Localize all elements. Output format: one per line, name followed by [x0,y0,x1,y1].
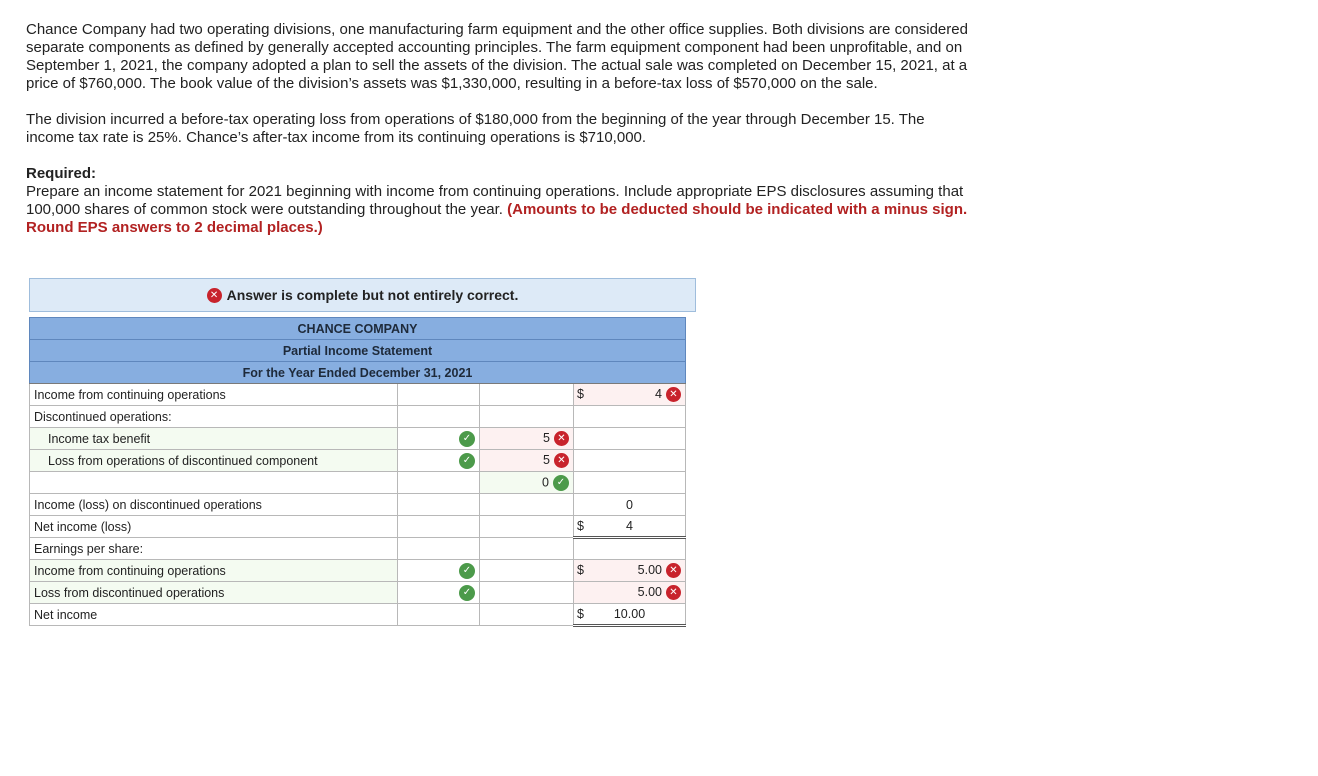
dollar-sign: $ [577,387,584,401]
row-label[interactable]: Net income (loss) [30,516,398,538]
total-cell [574,406,686,428]
row-label[interactable]: Loss from discontinued operations [30,582,398,604]
total-value[interactable]: 0 [626,497,633,512]
amount-cell[interactable] [480,428,574,450]
check-circle-icon: ✓ [459,453,475,469]
check-circle-icon: ✓ [553,475,569,491]
total-cell [574,472,686,494]
table-row [30,538,686,560]
required-heading: Required: [26,165,97,182]
check-circle-icon: ✓ [459,585,475,601]
check-cell [398,538,480,560]
check-cell [398,406,480,428]
amount-cell[interactable] [480,472,574,494]
amount-value[interactable]: 0 [542,474,549,489]
amount-cell [480,560,574,582]
statement-header-company [30,318,686,340]
total-value[interactable]: 5.00 [637,584,662,599]
amount-cell [480,516,574,538]
income-statement-table [29,317,686,627]
answer-status-banner [29,278,696,312]
dollar-sign: $ [577,563,584,577]
total-cell[interactable] [574,494,686,516]
row-label[interactable]: Net income [30,604,398,626]
amount-value[interactable]: 5 [543,430,550,445]
amount-cell [480,538,574,560]
check-cell [398,428,480,450]
x-circle-icon: ✕ [666,387,681,402]
table-row [30,406,686,428]
total-cell[interactable] [574,384,686,406]
dollar-sign: $ [577,607,584,621]
check-cell [398,384,480,406]
table-row [30,494,686,516]
x-circle-icon: ✕ [666,563,681,578]
total-cell[interactable] [574,604,686,626]
check-cell [398,516,480,538]
x-circle-icon: ✕ [666,585,681,600]
statement-header-title [30,340,686,362]
amount-cell[interactable] [480,384,574,406]
table-row [30,560,686,582]
statement-title: Partial Income Statement [30,340,686,362]
check-cell [398,472,480,494]
required-text: Prepare an income statement for 2021 beginning with income from continuing operations. Include appropriate EPS disclosures assuming that 100,000 shares of common stock were outstanding throughout the year. [26,183,964,218]
total-cell [574,450,686,472]
table-row [30,472,686,494]
row-label[interactable]: Income from continuing operations [30,560,398,582]
company-name: CHANCE COMPANY [30,318,686,340]
total-cell[interactable] [574,582,686,604]
table-row [30,582,686,604]
row-label[interactable]: Income tax benefit [30,428,398,450]
table-row [30,428,686,450]
x-circle-icon: ✕ [554,431,569,446]
row-label[interactable] [30,472,398,494]
x-circle-icon: ✕ [207,288,222,303]
statement-header-period [30,362,686,384]
answer-status-text: Answer is complete but not entirely correct. [226,287,519,303]
row-label: Discontinued operations: [30,406,398,428]
amount-cell [480,494,574,516]
table-row [30,604,686,626]
row-label[interactable]: Loss from operations of discontinued component [30,450,398,472]
problem-paragraph-1: Chance Company had two operating divisions, one manufacturing farm equipment and the other office supplies. Both divisions are considered separate components as defined by generally accepted accounting principles. The farm equipment component had been unprofitable, and on September 1, 2021, the company adopted a plan to sell the assets of the division. The actual sale was completed on December 15, 2021, at a price of $760,000. The book value of the division’s assets was $1,330,000, resulting in a before-tax loss of $570,000 on the sale. [26,21,968,92]
amount-cell [480,406,574,428]
check-cell [398,560,480,582]
row-label: Earnings per share: [30,538,398,560]
check-cell [398,494,480,516]
total-value[interactable]: 5.00 [637,562,662,577]
table-row [30,450,686,472]
total-cell[interactable] [574,516,686,538]
required-note: (Amounts to be deducted should be indicated with a minus sign. Round EPS answers to 2 decimal places.) [26,201,968,236]
check-circle-icon: ✓ [459,431,475,447]
amount-cell[interactable] [480,450,574,472]
amount-cell [480,582,574,604]
statement-period: For the Year Ended December 31, 2021 [30,362,686,384]
required-block [26,165,976,237]
total-cell [574,428,686,450]
total-value[interactable]: 4 [626,519,633,533]
table-row [30,516,686,538]
problem-paragraph-2: The division incurred a before-tax operating loss from operations of $180,000 from the beginning of the year through December 15. The income tax rate is 25%. Chance’s after-tax income from its continuing operations is $710,000. [26,111,925,146]
table-row [30,384,686,406]
total-cell[interactable] [574,560,686,582]
total-value[interactable]: 4 [655,386,662,401]
dollar-sign: $ [577,519,584,533]
check-cell [398,582,480,604]
total-cell [574,538,686,560]
problem-statement [26,21,976,237]
row-label[interactable]: Income from continuing operations [30,384,398,406]
check-circle-icon: ✓ [459,563,475,579]
amount-cell [480,604,574,626]
x-circle-icon: ✕ [554,453,569,468]
amount-value[interactable]: 5 [543,452,550,467]
total-value[interactable]: 10.00 [613,607,646,621]
row-label[interactable]: Income (loss) on discontinued operations [30,494,398,516]
check-cell [398,450,480,472]
check-cell [398,604,480,626]
